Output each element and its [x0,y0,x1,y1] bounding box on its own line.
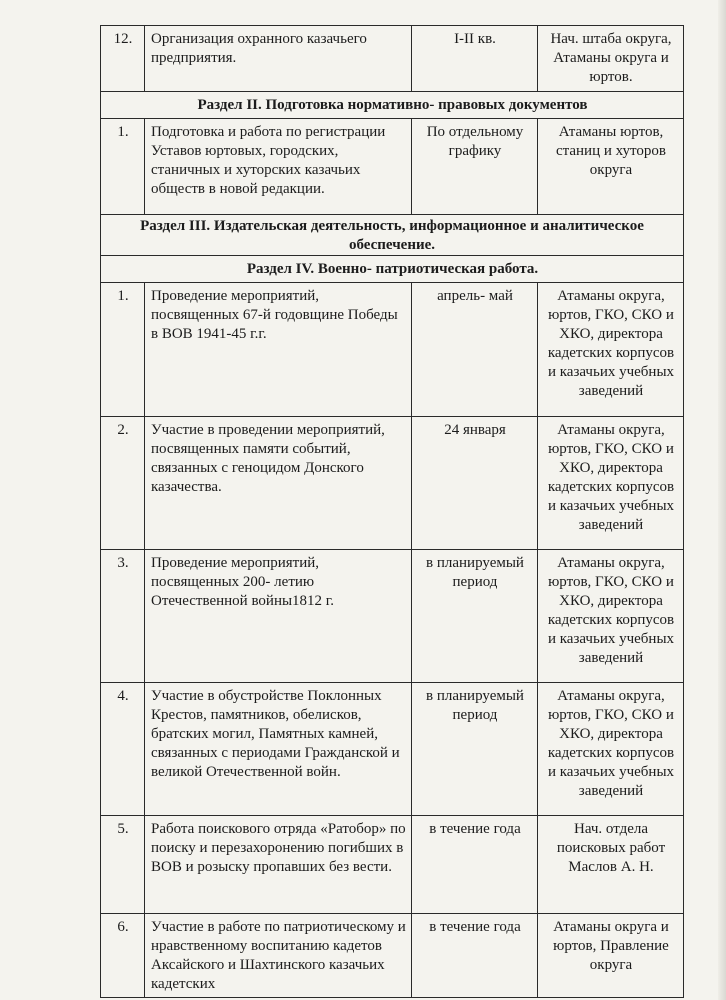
task-text: Участие в обустройстве Поклонных Крестов, памятников, обелисков, братских могил, Памятных камней, связанных с периодами Гражданской и великой Отечественной войн. [145,683,412,816]
responsible-text: Атаманы юртов, станиц и хуторов округа [538,119,684,215]
deadline-text: в течение года [412,816,538,914]
responsible-text: Нач. штаба округа, Атаманы округа и юртов. [538,26,684,92]
section-row [101,92,684,119]
table-row [101,119,684,215]
deadline-text: в течение года [412,914,538,998]
row-number: 6. [101,914,145,998]
task-text: Организация охранного казачьего предприятия. [145,26,412,92]
row-number: 4. [101,683,145,816]
row-number: 5. [101,816,145,914]
table-row [101,550,684,683]
row-number: 12. [101,26,145,92]
row-number: 1. [101,283,145,417]
scan-page-edge [718,0,726,1000]
table-row [101,417,684,550]
responsible-text: Нач. отдела поисковых работ Маслов А. Н. [538,816,684,914]
deadline-text: По отдельному графику [412,119,538,215]
responsible-text: Атаманы округа, юртов, ГКО, СКО и ХКО, директора кадетских корпусов и казачьих учебных заведений [538,550,684,683]
row-number: 2. [101,417,145,550]
task-text: Работа поискового отряда «Ратобор» по поиску и перезахоронению погибших в ВОВ и розыску пропавших без вести. [145,816,412,914]
section-heading: Раздел III. Издательская деятельность, информационное и аналитическое обеспечение. [101,215,684,256]
task-text: Участие в работе по патриотическому и нравственному воспитанию кадетов Аксайского и Шахтинского казачьих кадетских [145,914,412,998]
task-text: Подготовка и работа по регистрации Уставов юртовых, городских, станичных и хуторских казачьих обществ в новой редакции. [145,119,412,215]
deadline-text: в планируемый период [412,683,538,816]
table-row [101,26,684,92]
responsible-text: Атаманы округа, юртов, ГКО, СКО и ХКО, директора кадетских корпусов и казачьих учебных заведений [538,683,684,816]
plan-table [100,25,684,998]
section-heading: Раздел IV. Военно- патриотическая работа. [101,256,684,283]
task-text: Проведение мероприятий, посвященных 67-й годовщине Победы в ВОВ 1941-45 г.г. [145,283,412,417]
section-row [101,215,684,256]
deadline-text: апрель- май [412,283,538,417]
table-row [101,283,684,417]
section-row [101,256,684,283]
deadline-text: 24 января [412,417,538,550]
table-row [101,816,684,914]
task-text: Проведение мероприятий, посвященных 200- летию Отечественной войны1812 г. [145,550,412,683]
table-row [101,683,684,816]
deadline-text: в планируемый период [412,550,538,683]
section-heading: Раздел II. Подготовка нормативно- правовых документов [101,92,684,119]
row-number: 3. [101,550,145,683]
task-text: Участие в проведении мероприятий, посвященных памяти событий, связанных с геноцидом Донского казачества. [145,417,412,550]
responsible-text: Атаманы округа и юртов, Правление округа [538,914,684,998]
row-number: 1. [101,119,145,215]
responsible-text: Атаманы округа, юртов, ГКО, СКО и ХКО, директора кадетских корпусов и казачьих учебных заведений [538,283,684,417]
deadline-text: I-II кв. [412,26,538,92]
table-row [101,914,684,998]
responsible-text: Атаманы округа, юртов, ГКО, СКО и ХКО, директора кадетских корпусов и казачьих учебных заведений [538,417,684,550]
